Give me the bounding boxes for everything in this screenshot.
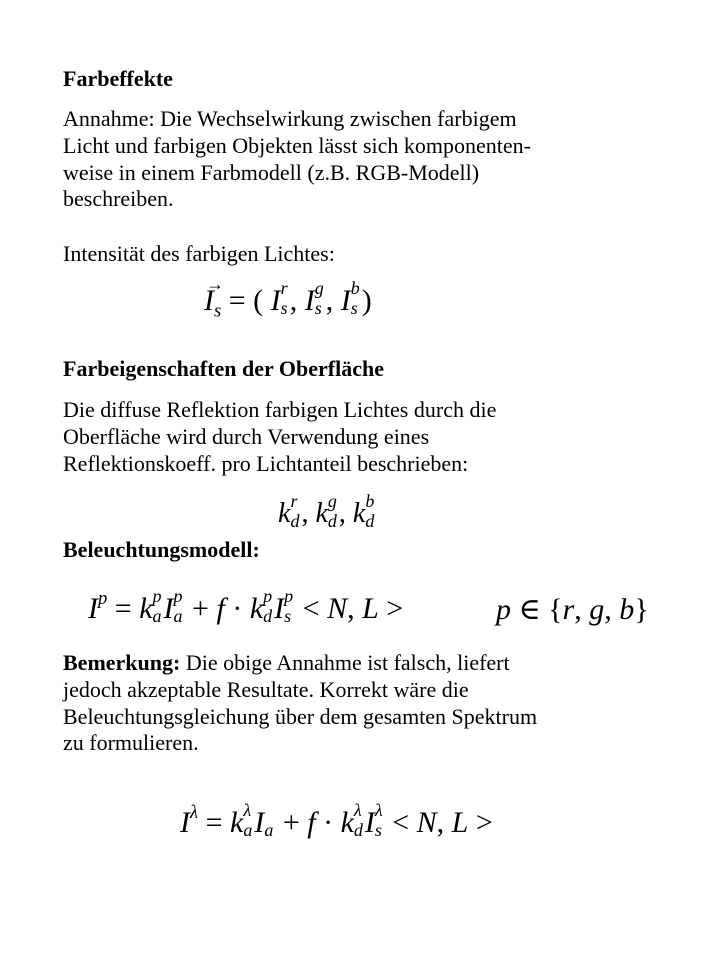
formula-reflection-coeffs: k r d , k g d , k b d	[278, 490, 375, 531]
intensity-label	[63, 241, 703, 268]
text-line: beschreiben.	[63, 186, 174, 212]
formula-lighting-model: $I^p = k$ p a I p a + f · k p d I p s < N, L >	[88, 586, 404, 627]
text-line: Die diffuse Reflektion farbigen Lichtes durch die	[63, 397, 497, 422]
text-line: Oberfläche wird durch Verwendung eines	[63, 423, 430, 449]
heading-farbeffekte: Farbeffekte	[63, 66, 173, 91]
text-line: Annahme: Die Wechselwirkung zwischen farbigem	[63, 106, 517, 131]
paragraph-annahme	[63, 106, 703, 213]
bemerkung-label: Bemerkung:	[63, 650, 181, 675]
paragraph-reflektion	[63, 397, 703, 477]
text-line: Licht und farbigen Objekten lässt sich komponenten-	[63, 132, 531, 158]
text-line: jedoch akzeptable Resultate. Korrekt wäre die	[63, 676, 469, 702]
formula-spectrum: $I^\lambda = k$ λ a I a + f · k λ d I λ s < N, L >	[180, 800, 493, 841]
text-line: Intensität des farbigen Lichtes:	[63, 241, 335, 266]
bemerkung-text: Die obige Annahme ist falsch, liefert	[180, 650, 510, 675]
text-line: Beleuchtungsgleichung über dem gesamten Spektrum	[63, 703, 538, 729]
text-line	[63, 650, 703, 677]
text-line: Reflektionskoeff. pro Lichtanteil beschrieben:	[63, 450, 469, 476]
text-line: weise in einem Farbmodell (z.B. RGB-Modell)	[63, 159, 480, 185]
heading-farbeigenschaften: Farbeigenschaften der Oberfläche	[63, 356, 384, 381]
paragraph-bemerkung	[63, 650, 703, 757]
formula-intensity: I → $_s$ = ( I r s , I g s , I b s )	[204, 274, 372, 322]
formula-lighting-condition: p ∈ {r, g, b}	[496, 593, 649, 626]
heading-beleuchtungsmodell: Beleuchtungsmodell:	[63, 537, 260, 562]
text-line: zu formulieren.	[63, 730, 199, 756]
